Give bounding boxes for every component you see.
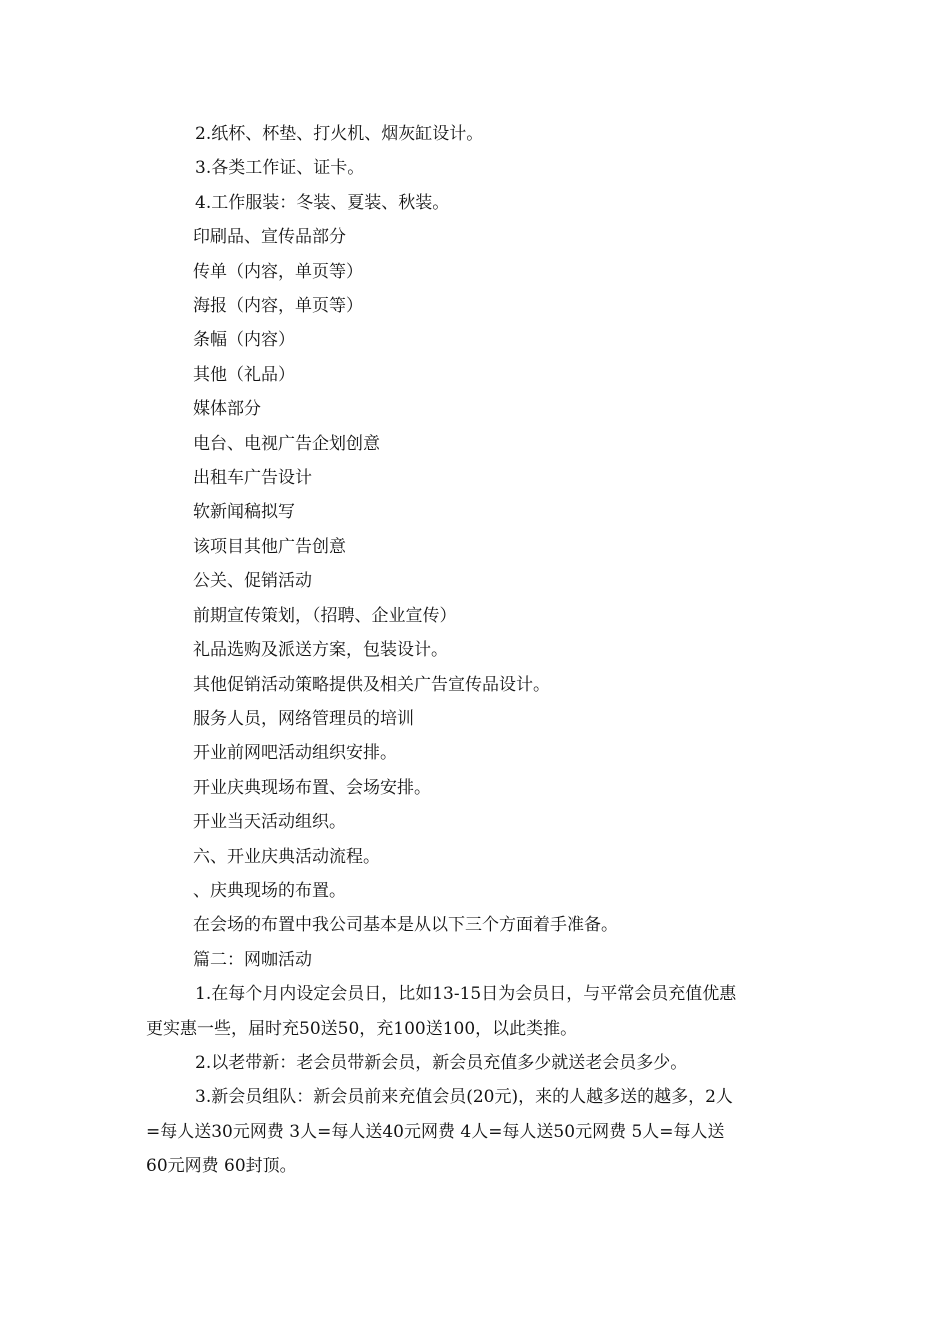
text-line: 印刷品、宣传品部分 — [193, 227, 346, 248]
document-body — [146, 117, 808, 1184]
text-line: 开业前网吧活动组织安排。 — [193, 743, 397, 764]
text-line: 六、开业庆典活动流程。 — [193, 846, 380, 867]
text-line: 其他（礼品） — [193, 364, 295, 385]
text-line: 开业庆典现场布置、会场安排。 — [193, 777, 431, 798]
text-line: 开业当天活动组织。 — [193, 812, 346, 833]
text-line: 2.纸杯、杯垫、打火机、烟灰缸设计。 — [195, 124, 484, 144]
text-line: 1.在每个月内设定会员日，比如13-15日为会员日，与平常会员充值优惠 — [195, 984, 737, 1005]
text-line: 海报（内容，单页等） — [193, 296, 363, 317]
text-line: 前期宣传策划，（招聘、企业宣传） — [193, 605, 457, 626]
text-line: 该项目其他广告创意 — [193, 536, 346, 557]
text-line: 传单（内容，单页等） — [193, 261, 363, 282]
text-line: 出租车广告设计 — [193, 468, 312, 489]
text-line: 篇二：网咖活动 — [193, 949, 312, 970]
text-line: 、庆典现场的布置。 — [193, 880, 346, 901]
text-line: 媒体部分 — [193, 399, 261, 420]
text-line: 在会场的布置中我公司基本是从以下三个方面着手准备。 — [193, 915, 618, 936]
text-line: 软新闻稿拟写 — [193, 502, 295, 523]
text-line: 公关、促销活动 — [193, 571, 312, 592]
text-line: 4.工作服装：冬装、夏装、秋装。 — [195, 192, 450, 213]
text-line: 条幅（内容） — [193, 330, 295, 351]
text-line: 其他促销活动策略提供及相关广告宣传品设计。 — [193, 674, 550, 695]
text-line: 服务人员，网络管理员的培训 — [193, 708, 414, 729]
text-line: 更实惠一些，届时充50送50，充100送100，以此类推。 — [146, 1018, 578, 1039]
text-line: 2.以老带新：老会员带新会员，新会员充值多少就送老会员多少。 — [195, 1052, 688, 1073]
text-line: 60元网费 60封顶。 — [146, 1156, 297, 1177]
text-line: 电台、电视广告企划创意 — [193, 433, 380, 454]
text-line: 3.各类工作证、证卡。 — [195, 158, 365, 179]
text-line: =每人送30元网费 3人=每人送40元网费 4人=每人送50元网费 5人=每人送 — [146, 1121, 725, 1142]
text-line: 礼品选购及派送方案，包装设计。 — [193, 640, 448, 661]
text-line: 3.新会员组队：新会员前来充值会员(20元)，来的人越多送的越多，2人 — [195, 1087, 733, 1108]
